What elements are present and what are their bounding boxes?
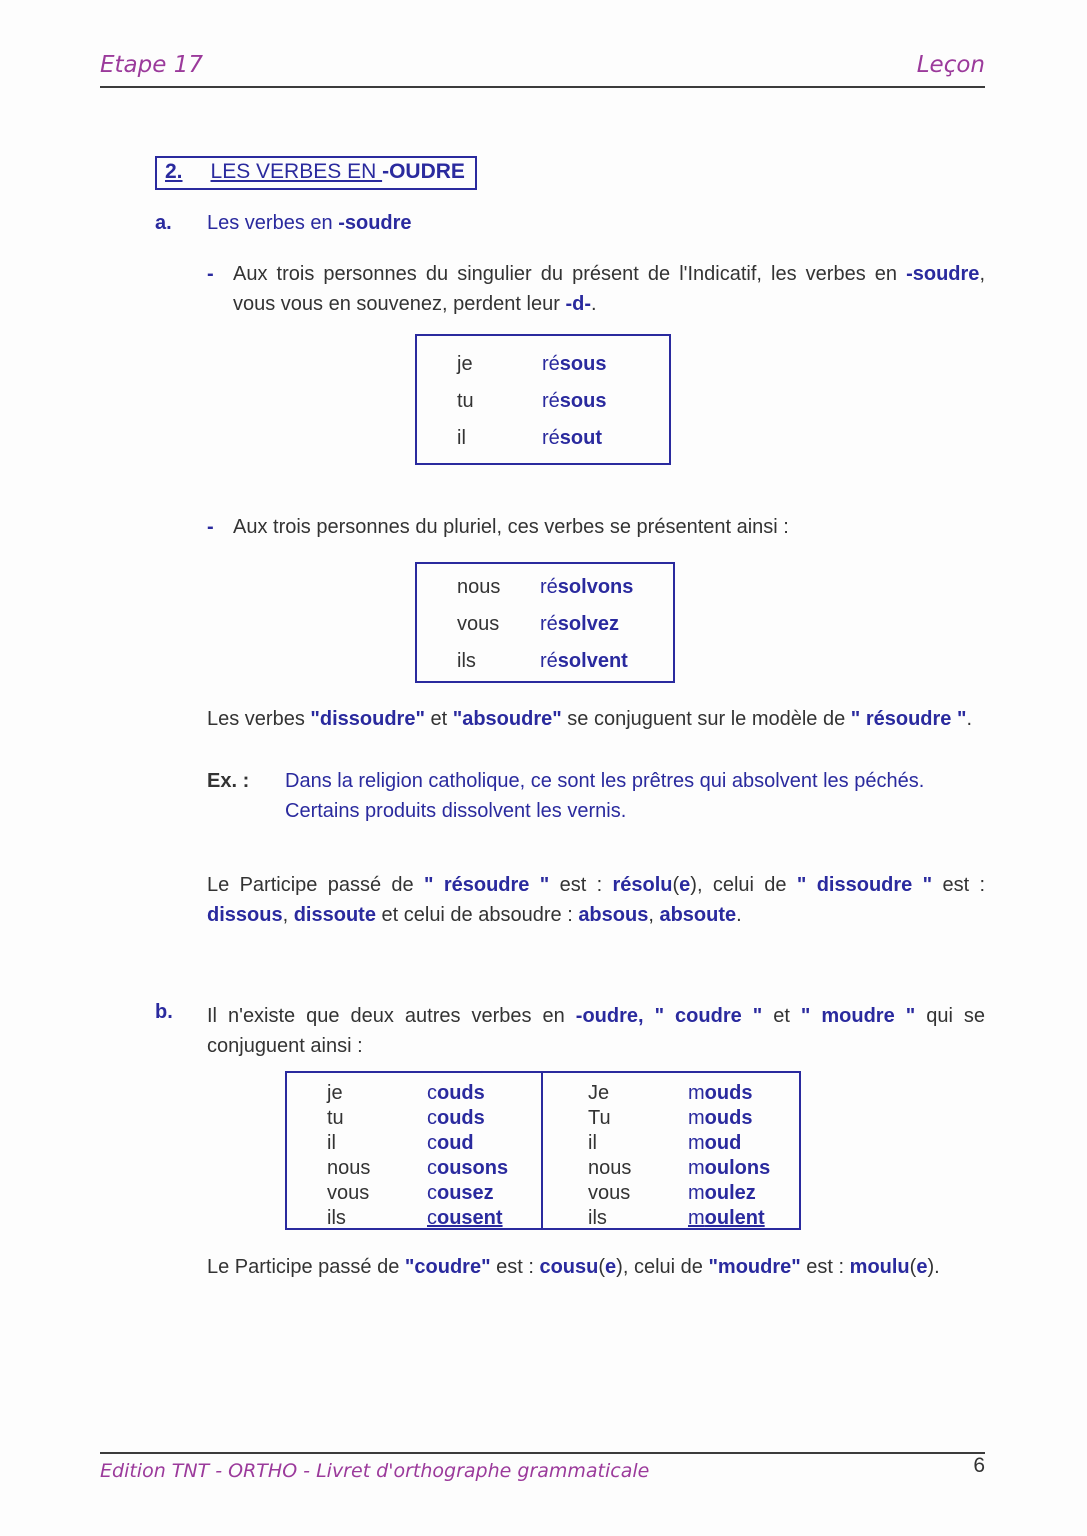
- text-segment: cousu: [539, 1256, 599, 1278]
- text-segment: " résoudre ": [424, 874, 550, 896]
- text-segment: m: [688, 1182, 705, 1204]
- moudre-column: [543, 1073, 799, 1228]
- conjugation-row: [287, 1081, 541, 1106]
- verb-form: [542, 383, 606, 420]
- conjugation-row: [287, 1206, 541, 1231]
- verb-form: [427, 1131, 474, 1156]
- text-segment: ousons: [437, 1157, 509, 1179]
- text-segment: ,: [648, 904, 660, 926]
- text-segment: -d-: [565, 293, 591, 315]
- text-segment: " moudre ": [800, 1005, 916, 1027]
- text-segment: ousez: [437, 1182, 494, 1204]
- text-segment: Les verbes: [207, 708, 311, 730]
- text-segment: m: [688, 1082, 705, 1104]
- conjugation-row: [417, 420, 669, 457]
- text-segment: -oudre,: [575, 1005, 644, 1027]
- conjugation-row: [543, 1156, 799, 1181]
- bullet-plural-rule: [207, 512, 985, 542]
- text-segment: -soudre: [906, 263, 980, 285]
- header-lecon-label: Leçon: [916, 52, 985, 78]
- text-segment: .: [966, 708, 973, 730]
- pronoun-label: Je: [588, 1082, 610, 1104]
- text-segment: m: [688, 1132, 705, 1154]
- text-segment: Il n'existe que deux autres verbes en: [207, 1005, 576, 1027]
- pronoun-label: vous: [327, 1182, 370, 1204]
- verb-form: [540, 569, 633, 606]
- example-block: [207, 766, 985, 826]
- pronoun-label: ils: [327, 1207, 346, 1229]
- verb-form: [427, 1206, 503, 1231]
- text-segment: et: [424, 708, 453, 730]
- text-segment: oulons: [704, 1157, 771, 1179]
- text-segment: Aux trois personnes du singulier du présent de l'Indicatif, les verbes en: [233, 263, 907, 285]
- text-segment: -soudre: [338, 212, 412, 234]
- text-segment: Aux trois personnes du pluriel, ces verbes se présentent ainsi :: [233, 516, 789, 538]
- bullet-singular-text: [233, 263, 985, 315]
- coudre-moudre-conjugation-table: [285, 1071, 801, 1230]
- conjugation-row: [287, 1181, 541, 1206]
- model-paragraph: [207, 704, 985, 734]
- text-segment: solvez: [557, 613, 619, 635]
- text-segment: "absoudre": [452, 708, 562, 730]
- text-segment: [644, 1005, 655, 1027]
- page-number: 6: [973, 1454, 985, 1477]
- text-segment: ), celui de: [690, 874, 797, 896]
- text-segment: ouds: [704, 1082, 753, 1104]
- text-segment: " coudre ": [654, 1005, 763, 1027]
- text-segment: ouds: [437, 1082, 485, 1104]
- text-segment: e: [605, 1256, 617, 1278]
- text-segment: oulent: [704, 1207, 765, 1229]
- participle-paragraph-b: [207, 1252, 985, 1282]
- text-segment: est :: [490, 1256, 540, 1278]
- pronoun-label: nous: [327, 1157, 371, 1179]
- pronoun-label: tu: [327, 1107, 344, 1129]
- verb-form: [427, 1106, 485, 1131]
- text-segment: ré: [542, 353, 560, 375]
- text-segment: (: [672, 874, 680, 896]
- text-segment: oulez: [704, 1182, 756, 1204]
- bullet-dash: -: [207, 263, 214, 285]
- conjugation-row: [287, 1156, 541, 1181]
- conjugation-row: [543, 1106, 799, 1131]
- bullet-plural-text: [233, 516, 789, 538]
- header-etape-label: Etape 17: [100, 52, 203, 78]
- footer-edition-label: Edition TNT - ORTHO - Livret d'orthographe grammaticale: [100, 1460, 650, 1482]
- example-label: Ex. :: [207, 770, 250, 792]
- footer-rule: [100, 1452, 985, 1454]
- text-segment: dissoute: [293, 904, 376, 926]
- text-segment: Le Participe passé de: [207, 874, 425, 896]
- text-segment: absoute: [659, 904, 737, 926]
- text-segment: ouds: [437, 1107, 485, 1129]
- pronoun-label: Tu: [588, 1107, 611, 1129]
- text-segment: ré: [542, 390, 560, 412]
- subsection-b-label: b.: [155, 1001, 173, 1023]
- pronoun-label: tu: [457, 390, 474, 412]
- pronoun-label: je: [457, 353, 473, 375]
- text-segment: ), celui de: [616, 1256, 709, 1278]
- singular-conjugation-table: [415, 334, 671, 465]
- text-segment: qui se conjuguent ainsi :: [207, 1005, 986, 1057]
- text-segment: ).: [927, 1256, 940, 1278]
- verb-form: [688, 1156, 770, 1181]
- text-segment: m: [688, 1107, 705, 1129]
- text-segment: ,: [282, 904, 294, 926]
- subsection-b-intro: [207, 1001, 985, 1061]
- example-content: [285, 766, 985, 826]
- verb-form: [688, 1131, 741, 1156]
- text-segment: " résoudre ": [850, 708, 967, 730]
- text-segment: c: [427, 1207, 437, 1229]
- coudre-column: [287, 1073, 543, 1228]
- verb-form: [427, 1181, 494, 1206]
- text-segment: et celui de absoudre :: [375, 904, 579, 926]
- text-segment: sout: [559, 427, 603, 449]
- section-number: 2.: [165, 160, 183, 183]
- text-segment: Les verbes en: [207, 212, 339, 234]
- verb-form: [688, 1206, 765, 1231]
- text-segment: .: [590, 293, 597, 315]
- conjugation-row: [417, 383, 669, 420]
- example-sentence-1: Dans la religion catholique, ce sont les prêtres qui absolvent les péchés.: [285, 770, 925, 792]
- text-segment: m: [688, 1157, 705, 1179]
- conjugation-row: [543, 1081, 799, 1106]
- pronoun-label: je: [327, 1082, 343, 1104]
- participle-paragraph-a: [207, 870, 985, 930]
- text-segment: est :: [800, 1256, 850, 1278]
- text-segment: .: [736, 904, 742, 926]
- text-segment: résolu: [612, 874, 673, 896]
- verb-form: [542, 420, 602, 457]
- text-segment: ré: [540, 613, 558, 635]
- text-segment: ousent: [437, 1207, 503, 1229]
- text-segment: c: [427, 1132, 437, 1154]
- text-segment: " dissoudre ": [796, 874, 933, 896]
- conjugation-row: [417, 569, 673, 606]
- text-segment: sous: [559, 353, 607, 375]
- text-segment: ré: [540, 576, 558, 598]
- text-segment: se conjuguent sur le modèle de: [561, 708, 851, 730]
- text-segment: ré: [540, 650, 558, 672]
- text-segment: est :: [549, 874, 613, 896]
- conjugation-row: [543, 1181, 799, 1206]
- pronoun-label: vous: [588, 1182, 631, 1204]
- conjugation-row: [543, 1131, 799, 1156]
- subsection-a-label: a.: [155, 212, 172, 234]
- verb-form: [688, 1106, 752, 1131]
- pronoun-label: vous: [457, 613, 500, 635]
- conjugation-row: [543, 1206, 799, 1231]
- text-segment: "coudre": [404, 1256, 491, 1278]
- text-segment: "dissoudre": [310, 708, 425, 730]
- verb-form: [427, 1156, 508, 1181]
- text-segment: e: [679, 874, 691, 896]
- text-segment: est :: [932, 874, 986, 896]
- example-sentence-2: Certains produits dissolvent les vernis.: [285, 800, 627, 822]
- pronoun-label: il: [327, 1132, 336, 1154]
- text-segment: c: [427, 1157, 437, 1179]
- section-title-suffix: -OUDRE: [382, 160, 465, 183]
- bullet-singular-rule: [207, 259, 985, 319]
- text-segment: c: [427, 1082, 437, 1104]
- text-segment: ré: [542, 427, 560, 449]
- text-segment: oud: [704, 1132, 742, 1154]
- pronoun-label: nous: [588, 1157, 632, 1179]
- subsection-a-heading: [155, 212, 985, 235]
- header-rule: [100, 86, 985, 88]
- text-segment: absous: [578, 904, 649, 926]
- plural-conjugation-table: [415, 562, 675, 683]
- text-segment: c: [427, 1182, 437, 1204]
- section-title-box: [155, 156, 477, 190]
- text-segment: , vous vous en souvenez, perdent leur: [233, 263, 985, 315]
- verb-form: [540, 643, 628, 680]
- text-segment: (: [598, 1256, 606, 1278]
- pronoun-label: nous: [457, 576, 501, 598]
- verb-form: [540, 606, 619, 643]
- text-segment: solvons: [557, 576, 634, 598]
- verb-form: [688, 1081, 752, 1106]
- verb-form: [427, 1081, 485, 1106]
- verb-form: [542, 346, 606, 383]
- text-segment: "moudre": [708, 1256, 801, 1278]
- text-segment: dissous: [207, 904, 283, 926]
- text-segment: e: [916, 1256, 928, 1278]
- text-segment: solvent: [557, 650, 628, 672]
- conjugation-row: [417, 643, 673, 680]
- text-segment: oud: [437, 1132, 474, 1154]
- conjugation-row: [417, 346, 669, 383]
- pronoun-label: il: [588, 1132, 597, 1154]
- text-segment: ouds: [704, 1107, 753, 1129]
- verb-form: [688, 1181, 756, 1206]
- text-segment: moulu: [849, 1256, 910, 1278]
- subsection-a-title: [207, 212, 985, 235]
- text-segment: Le Participe passé de: [207, 1256, 405, 1278]
- text-segment: c: [427, 1107, 437, 1129]
- text-segment: sous: [559, 390, 607, 412]
- subsection-b-heading: [155, 1001, 985, 1061]
- text-segment: (: [909, 1256, 917, 1278]
- section-title-text: LES VERBES EN: [210, 160, 383, 183]
- pronoun-label: ils: [588, 1207, 607, 1229]
- text-segment: m: [688, 1207, 705, 1229]
- conjugation-row: [417, 606, 673, 643]
- pronoun-label: il: [457, 427, 466, 449]
- conjugation-row: [287, 1106, 541, 1131]
- bullet-dash: -: [207, 516, 214, 538]
- conjugation-row: [287, 1131, 541, 1156]
- pronoun-label: ils: [457, 650, 476, 672]
- text-segment: et: [762, 1005, 801, 1027]
